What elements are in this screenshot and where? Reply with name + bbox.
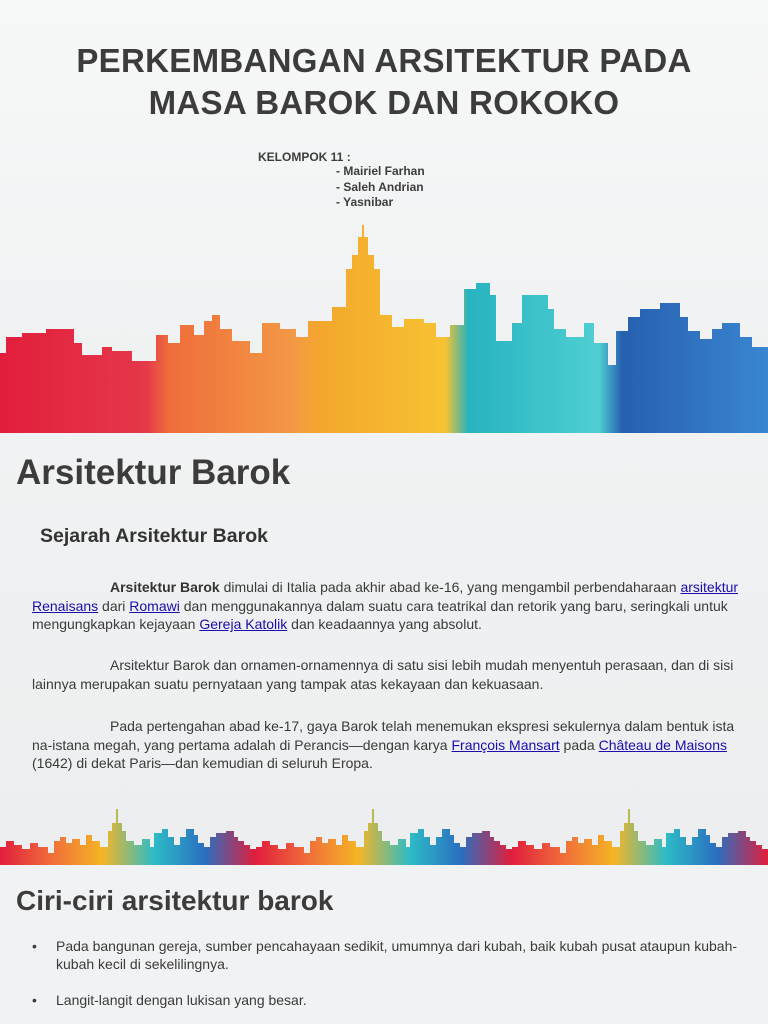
text-run: dan keadaannya yang absolut.: [287, 616, 482, 632]
paragraph-2: Arsitektur Barok dan ornamen-ornamennya di satu sisi lebih mudah menyentuh perasaan, dan di sisi lainnya merupakan suatu pernyataan yang tampak atas kekayaan dan kekuasaan.: [32, 657, 734, 692]
slide-heading: Arsitektur Barok: [16, 453, 291, 492]
list-item: [32, 937, 752, 973]
paragraph-1: [32, 578, 740, 634]
member-list: [336, 164, 425, 211]
baroque-features-slide: [0, 865, 768, 1024]
link-francois-mansart[interactable]: François Mansart: [451, 736, 560, 753]
text-run: pada: [559, 736, 599, 753]
title-line-1: PERKEMBANGAN ARSITEKTUR PADA: [76, 42, 692, 79]
text-run: (1642) di dekat Paris—dan kemudian di seluruh Eropa.: [32, 755, 373, 771]
paragraph-3: [32, 717, 740, 773]
member-item: - Yasnibar: [336, 195, 394, 209]
list-item: [32, 991, 752, 1009]
title-slide: [0, 0, 768, 433]
text-run: dan menggunakannya dalam suatu cara teatrikal dan retorik yang baru, seringkali untuk mengungkapkan kejayaan: [32, 597, 728, 632]
link-romawi[interactable]: Romawi: [129, 597, 180, 614]
link-arsitektur-renaisans[interactable]: arsitektur Renaisans: [32, 579, 739, 614]
city-skyline-strip: [0, 801, 768, 865]
group-label: KELOMPOK 11 :: [258, 150, 351, 164]
text-run: dimulai di Italia pada akhir abad ke-16, yang mengambil perbendaharaan: [219, 579, 681, 595]
link-gereja-katolik[interactable]: Gereja Katolik: [199, 616, 288, 632]
title-line-2: MASA BAROK DAN ROKOKO: [148, 84, 620, 121]
text-run: Pada pertengahan abad ke-17, gaya Barok telah menemukan ekspresi sekulernya dalam bentuk istana-istana megah, yang pertama adalah di Perancis—dengan karya: [32, 718, 735, 753]
baroque-history-slide: [0, 433, 768, 865]
city-skyline-graphic: [0, 225, 768, 433]
bullet-icon: •: [32, 938, 37, 954]
presentation-title: [0, 40, 768, 124]
slide-heading: Ciri-ciri arsitektur barok: [16, 885, 334, 916]
section-subheading: Sejarah Arsitektur Barok: [40, 525, 268, 547]
member-item: - Mairiel Farhan: [336, 164, 425, 178]
list-item-text: Langit-langit dengan lukisan yang besar.: [56, 992, 307, 1008]
link-chateau-de-maisons[interactable]: Château de Maisons: [598, 736, 727, 753]
bullet-icon: •: [32, 992, 37, 1008]
feature-list: [32, 937, 752, 1024]
member-item: - Saleh Andrian: [336, 179, 424, 194]
bold-term: Arsitektur Barok: [110, 579, 220, 595]
list-item-text: Pada bangunan gereja, sumber pencahayaan sedikit, umumnya dari kubah, baik kubah pusat ataupun kubah-kubah kecil di sekelilingnya.: [56, 938, 738, 972]
text-run: dari: [98, 597, 130, 614]
